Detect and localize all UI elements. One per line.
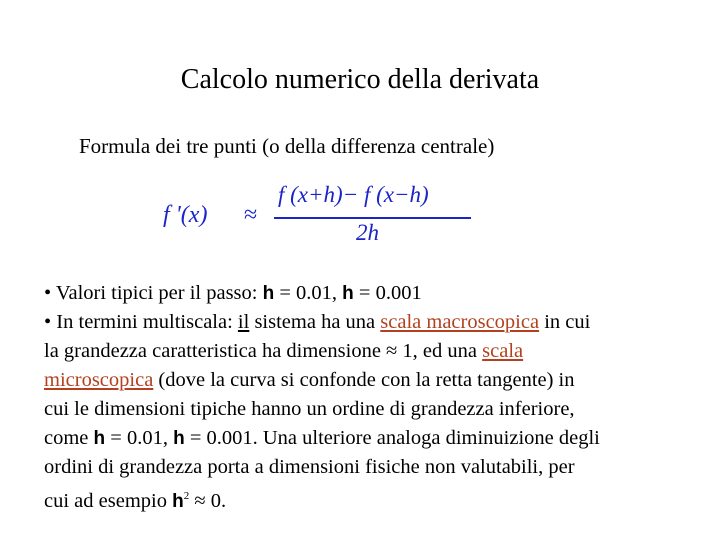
text-span: il [237,311,250,333]
formula-approx-sign: ≈ [244,202,258,228]
text-span: (dove la curva si confonde con la retta tangente) in [153,369,575,391]
formula-lhs: f '(x) [163,202,208,228]
bullet-multiscale-line-1 [44,308,704,337]
text-span: ≈ 0. [189,489,227,512]
formula-denominator: 2h [356,220,379,245]
bullet-multiscale-line-4: cui le dimensioni tipiche hanno un ordine di grandezza inferiore, [44,398,575,420]
bullet-multiscale-line-6: ordini di grandezza porta a dimensioni fisiche non valutabili, per [44,456,575,478]
text-span: • In termini multiscala: [44,311,238,333]
central-difference-formula [160,180,490,250]
slide-title: Calcolo numerico della derivata [180,64,540,95]
link-scala-microscopica[interactable]: scala [482,340,524,362]
text-span: • Valori tipici per il passo: [44,282,263,304]
slide-subtitle: Formula dei tre punti (o della differenza centrale) [79,134,495,158]
math-h: h [173,428,185,449]
text-span: cui ad esempio [44,489,173,512]
text-span: = 0.01, [105,427,174,449]
bullet-multiscale-line-7 [44,482,704,516]
text-span: sistema ha una [249,311,381,333]
bullet-multiscale-line-3 [44,366,704,395]
bullet-step-values [44,279,704,308]
math-h: h [342,283,354,304]
math-h: h [262,283,275,304]
fraction-bar [274,217,471,219]
link-scala-macroscopica[interactable]: scala macroscopica [380,311,540,333]
bullet-multiscale-line-2 [44,337,704,366]
text-span: come [44,427,94,449]
text-span: la grandezza caratteristica ha dimensione ≈ 1, ed una [44,340,483,362]
formula-numerator: f (x+h)− f (x−h) [278,182,429,207]
text-span: = 0.001 [353,282,422,304]
body-text [44,279,704,516]
text-span: = 0.01, [274,282,343,304]
math-h: h [93,428,106,449]
text-span: in cui [539,311,591,333]
exponent: 2 [183,490,190,502]
bullet-multiscale-line-5 [44,424,704,453]
text-span: = 0.001. Una ulteriore analoga diminuizione degli [184,427,600,449]
link-scala-microscopica[interactable]: microscopica [44,369,154,391]
math-h: h [172,490,184,512]
